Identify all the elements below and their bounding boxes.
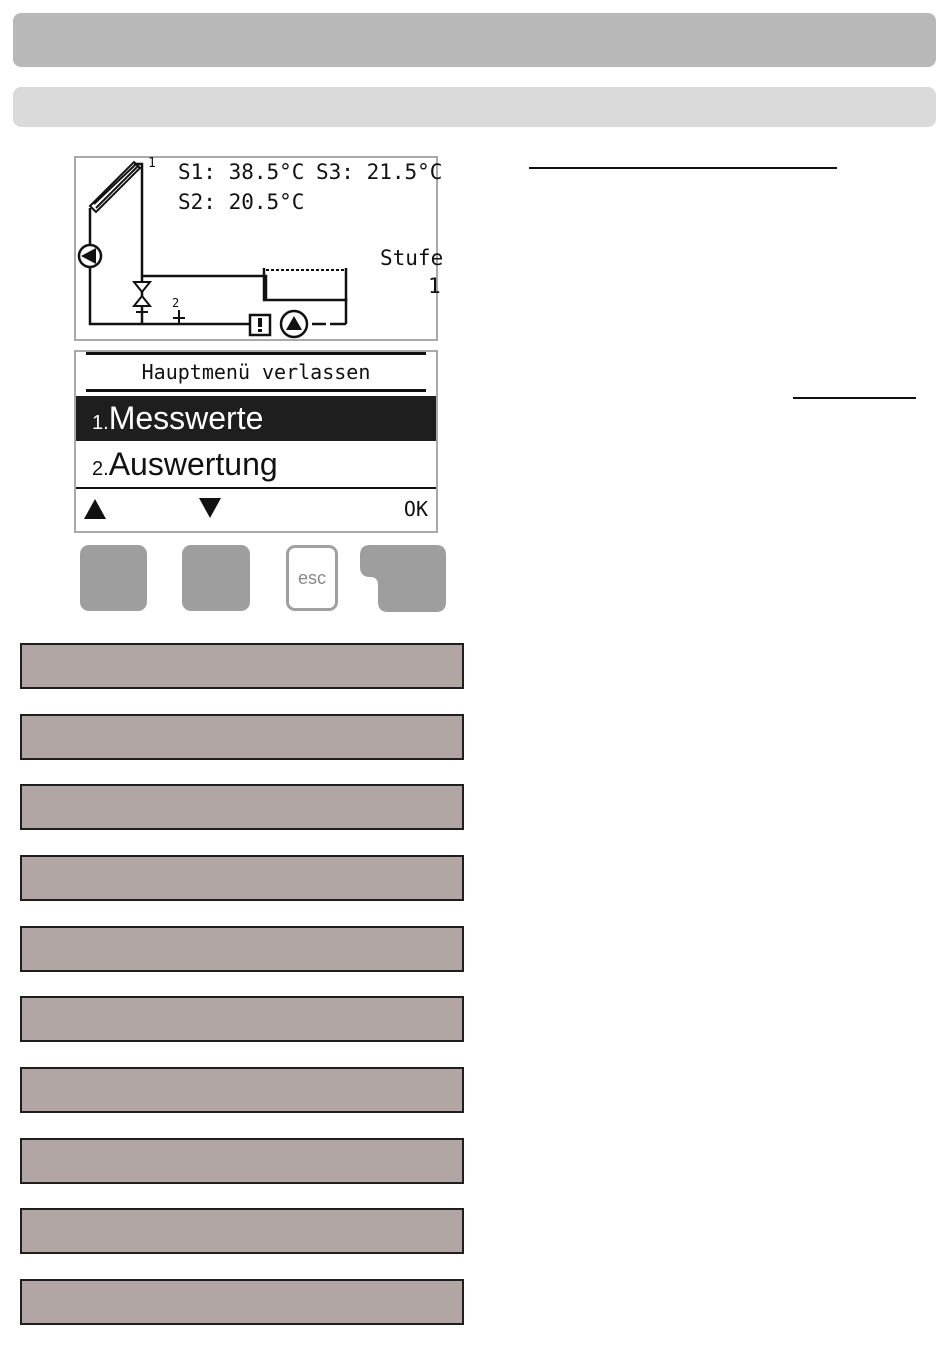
- sensor-s3-reading: [316, 160, 442, 184]
- content-bar: [20, 855, 464, 901]
- s2-value: 20.5°C: [228, 190, 305, 214]
- ok-softkey[interactable]: OK: [403, 497, 428, 521]
- softkey-bar: [76, 487, 436, 531]
- menu-item-label: Messwerte: [108, 400, 264, 436]
- menu-item-label: Auswertung: [108, 446, 278, 482]
- content-bar: [20, 714, 464, 760]
- schematic-display: [74, 156, 444, 341]
- collector-pump-icon: [79, 245, 101, 267]
- down-hardware-button[interactable]: [182, 545, 250, 611]
- collector-marker: 1: [148, 156, 156, 171]
- s2-label: S2:: [178, 190, 216, 214]
- content-bar: [20, 1138, 464, 1184]
- content-bar: [20, 784, 464, 830]
- content-bar: [20, 1208, 464, 1254]
- up-hardware-button[interactable]: [80, 545, 147, 611]
- s3-value: 21.5°C: [366, 160, 443, 184]
- content-bar: [20, 926, 464, 972]
- down-arrow-icon[interactable]: [197, 496, 223, 520]
- content-bar: [20, 996, 464, 1042]
- content-bar: [20, 643, 464, 689]
- content-bar: [20, 1279, 464, 1325]
- menu-item-messwerte[interactable]: [76, 396, 436, 441]
- stage-value: 1: [428, 274, 441, 298]
- menu-item-number: 1.: [92, 412, 109, 434]
- text-underline: [793, 397, 916, 399]
- header-band: [13, 13, 936, 67]
- storage-tank-icon: [264, 268, 346, 300]
- content-bar: [20, 1067, 464, 1113]
- sensor-marker: 2: [172, 296, 180, 310]
- s1-value: 38.5°C: [228, 160, 305, 184]
- menu-item-number: 2.: [92, 458, 109, 480]
- collector-icon: [90, 162, 140, 212]
- subheader-band: [13, 87, 936, 127]
- s3-label: S3:: [316, 160, 354, 184]
- sensor-s1-reading: [178, 160, 304, 184]
- menu-title[interactable]: Hauptmenü verlassen: [86, 352, 426, 392]
- up-arrow-icon[interactable]: [82, 497, 108, 521]
- esc-button[interactable]: esc: [286, 545, 338, 611]
- menu-item-auswertung[interactable]: [76, 442, 436, 487]
- s1-label: S1:: [178, 160, 216, 184]
- ok-hardware-button[interactable]: [360, 545, 446, 612]
- tank-pump-icon: [281, 311, 307, 337]
- sensor-s2-reading: [178, 190, 304, 214]
- stage-label: Stufe: [380, 246, 444, 270]
- warning-box-icon: [250, 315, 270, 335]
- menu-display: [74, 350, 438, 533]
- sensor-icon: [173, 310, 185, 324]
- text-underline: [529, 167, 837, 169]
